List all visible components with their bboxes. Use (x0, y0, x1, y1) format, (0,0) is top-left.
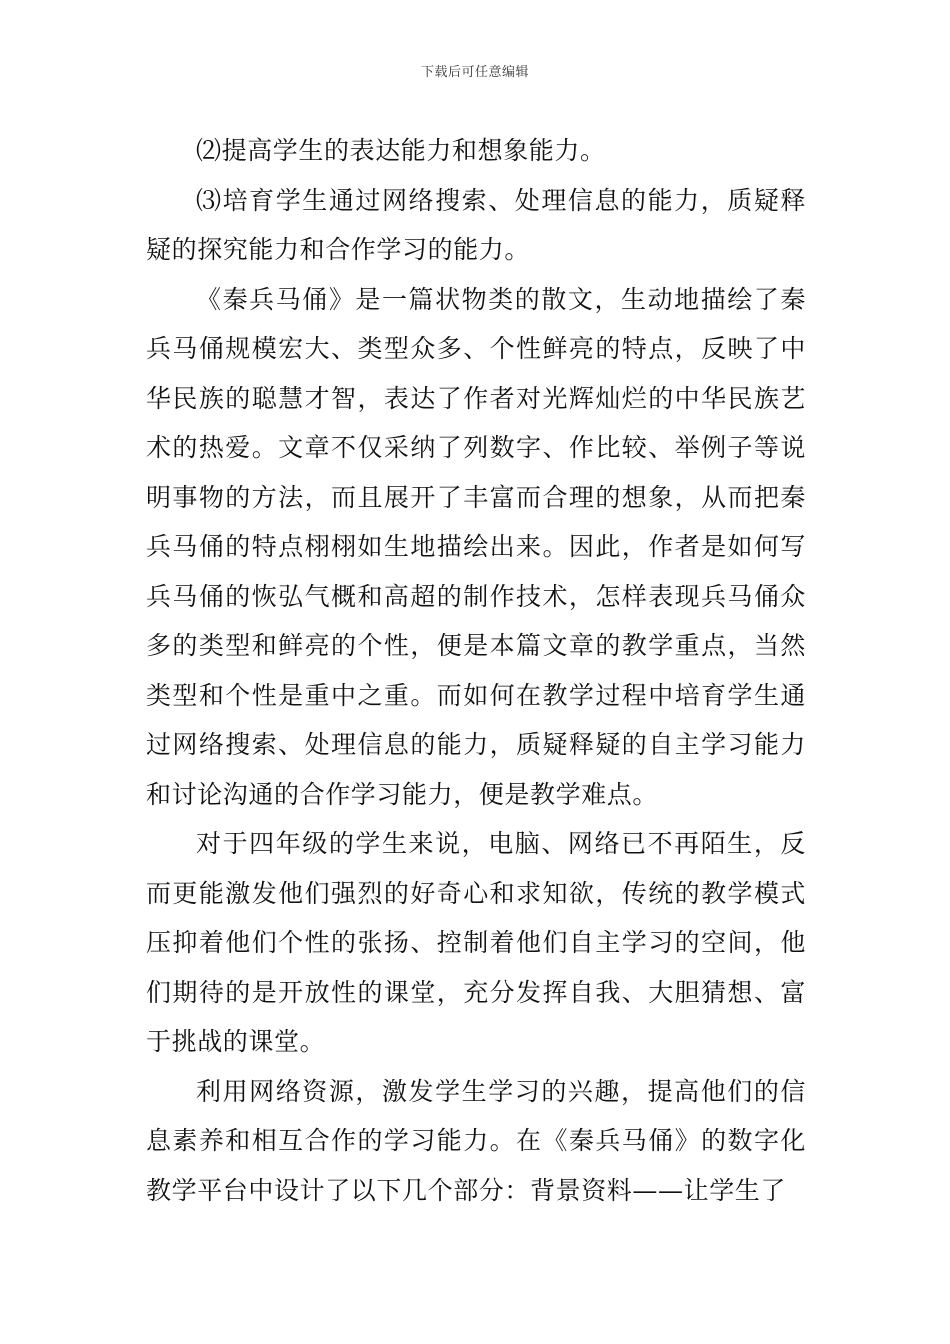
document-body (146, 126, 806, 1215)
paragraph-text-analysis: 《秦兵马俑》是一篇状物类的散文，生动地描绘了秦兵马俑规模宏大、类型众多、个性鲜亮的特点，反映了中华民族的聪慧才智，表达了作者对光辉灿烂的中华民族艺术的热爱。文章不仅采纳了列数字、作比较、举例子等说明事物的方法，而且展开了丰富而合理的想象，从而把秦兵马俑的特点栩栩如生地描绘出来。因此，作者是如何写兵马俑的恢弘气概和高超的制作技术，怎样表现兵马俑众多的类型和鲜亮的个性，便是本篇文章的教学重点，当然类型和个性是重中之重。而如何在教学过程中培育学生通过网络搜索、处理信息的能力，质疑释疑的自主学习能力和讨论沟通的合作学习能力，便是教学难点。 (146, 284, 806, 809)
paragraph-objective-2: ⑵提高学生的表达能力和想象能力。 (196, 136, 606, 165)
paragraph-network-resources: 利用网络资源，激发学生学习的兴趣，提高他们的信息素养和相互合作的学习能力。在《秦兵马俑》的数字化教学平台中设计了以下几个部分：背景资料——让学生了 (146, 1076, 806, 1205)
paragraph-student-analysis: 对于四年级的学生来说，电脑、网络已不再陌生，反而更能激发他们强烈的好奇心和求知欲，传统的教学模式压抑着他们个性的张扬、控制着他们自主学习的空间，他们期待的是开放性的课堂，充分发挥自我、大胆猜想、富于挑战的课堂。 (146, 829, 806, 1056)
paragraph-objective-3: ⑶培育学生通过网络搜索、处理信息的能力，质疑释疑的探究能力和合作学习的能力。 (146, 185, 806, 264)
page-header-note: 下载后可任意编辑 (420, 65, 529, 80)
